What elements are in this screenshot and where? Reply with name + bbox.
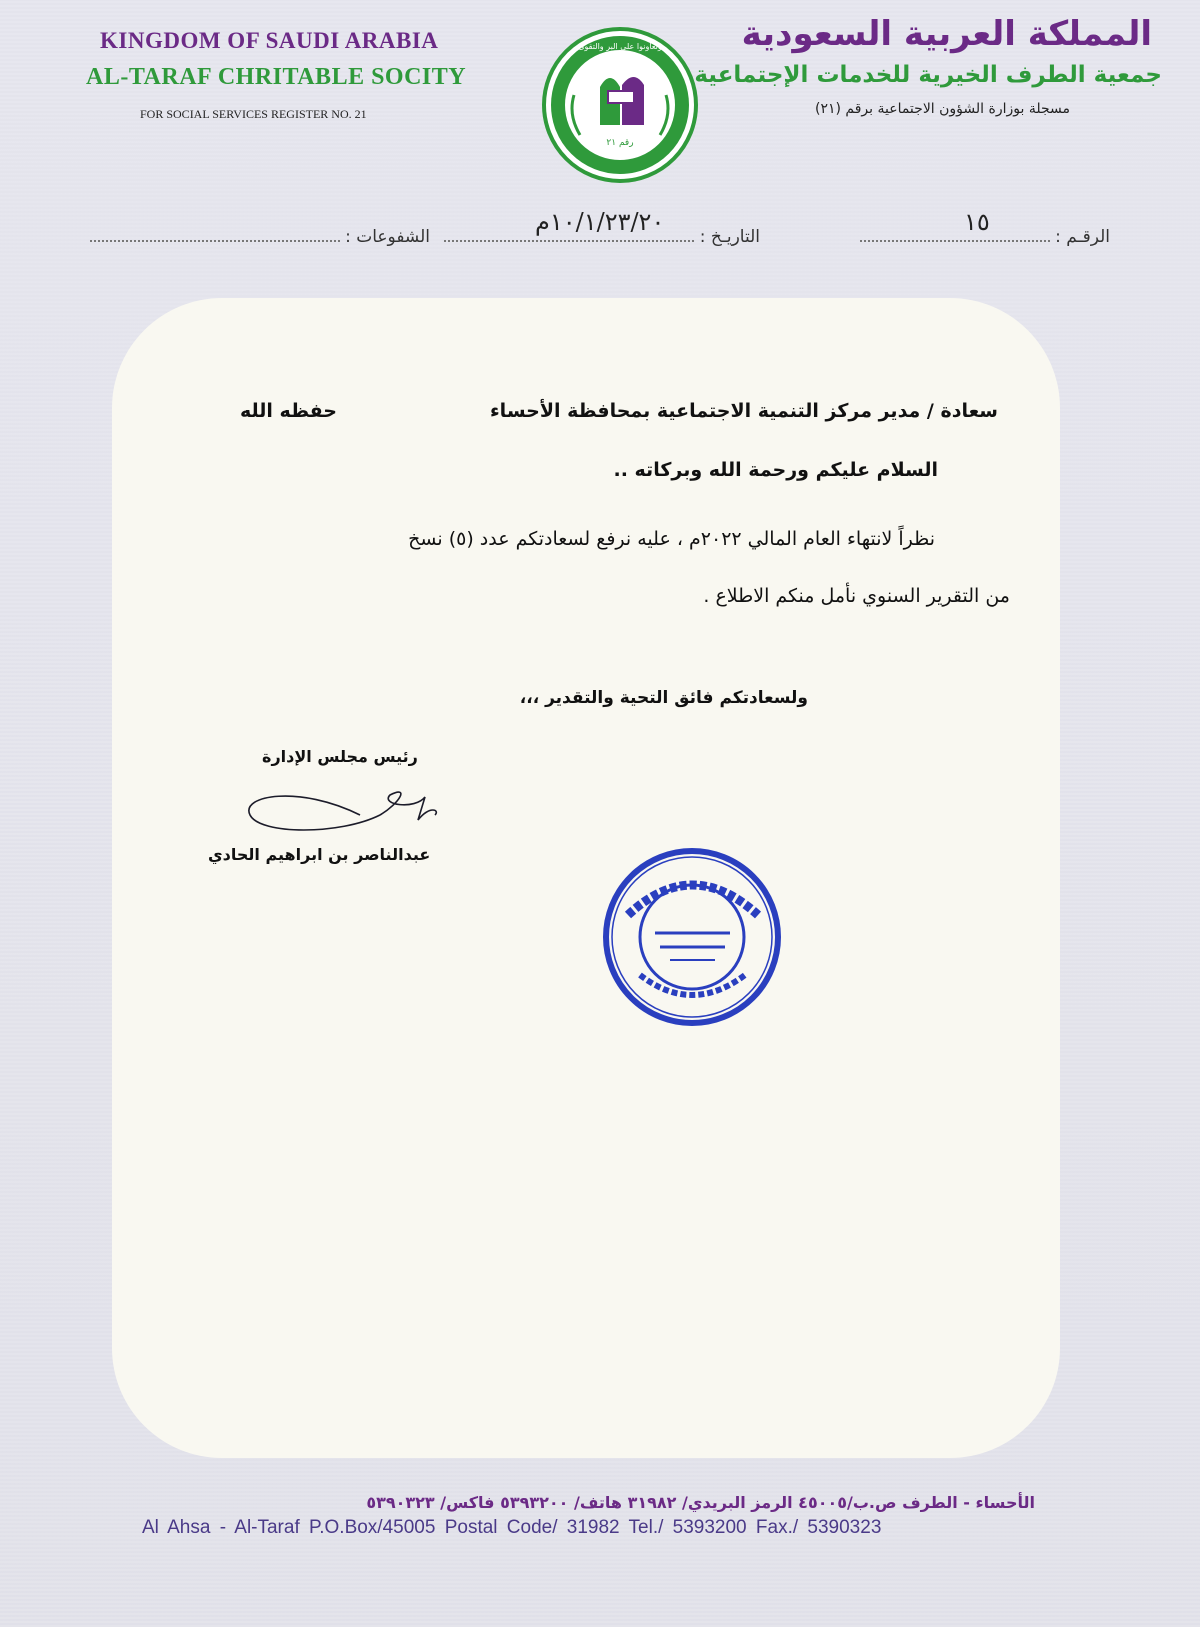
attachments-field: [90, 222, 430, 247]
date-field: [444, 208, 760, 247]
signer-title: رئيس مجلس الإدارة: [262, 747, 418, 766]
header-ar-country: المملكة العربية السعودية: [741, 14, 1152, 54]
reference-number-field: [860, 208, 1110, 247]
official-stamp: [600, 845, 785, 1030]
logo-reg-text: رقم ٢١: [606, 138, 634, 148]
signature: [240, 775, 450, 845]
attachments-label: الشفوعات :: [345, 227, 430, 247]
attachments-line: [90, 222, 340, 242]
reference-number-value: ١٥: [963, 208, 990, 236]
header-ar-register: مسجلة بوزارة الشؤون الاجتماعية برقم (٢١): [814, 101, 1070, 117]
society-logo: [540, 25, 700, 185]
header-en-register: FOR SOCIAL SERVICES REGISTER NO. 21: [140, 107, 367, 121]
logo-motto-text: وتعاونوا على البر والتقوى: [578, 42, 662, 51]
letter-paragraph-line1: نظراً لانتهاء العام المالي ٢٠٢٢م ، عليه نرفع لسعادتكم عدد (٥) نسخ: [408, 528, 935, 550]
reference-number-label: الرقـم :: [1055, 227, 1110, 247]
letter-addressee: سعادة / مدير مركز التنمية الاجتماعية بمحافظة الأحساء: [489, 400, 998, 422]
letter-greeting: السلام عليكم ورحمة الله وبركاته ..: [613, 459, 938, 481]
header-en-country: KINGDOM OF SAUDI ARABIA: [100, 28, 439, 53]
header-en-society: AL-TARAF CHRITABLE SOCITY: [86, 64, 467, 90]
reference-number-line: [860, 208, 1050, 242]
letter-closing: ولسعادتكم فائق التحية والتقدير ،،،: [519, 688, 808, 708]
header-ar-society: جمعية الطرف الخيرية للخدمات الإجتماعية: [694, 62, 1162, 88]
footer-contact-ar: الأحساء - الطرف ص.ب/٤٥٠٠٥ الرمز البريدي/ ٣١٩٨٢ هاتف/ ٥٣٩٣٢٠٠ فاكس/ ٥٣٩٠٣٢٣: [366, 1493, 1035, 1512]
date-line: [444, 208, 694, 242]
footer-contact-en: Al Ahsa - Al-Taraf P.O.Box/45005 Postal Code/ 31982 Tel./ 5393200 Fax./ 5390323: [142, 1517, 882, 1538]
date-value: ١٠/١/٢٣/٢٠م: [534, 208, 665, 236]
letter-honorific: حفظه الله: [240, 400, 337, 422]
date-label: التاريـخ :: [699, 227, 760, 247]
letter-paragraph-line2: من التقرير السنوي نأمل منكم الاطلاع .: [703, 585, 1010, 607]
signer-name: عبدالناصر بن ابراهيم الحادي: [208, 845, 431, 864]
